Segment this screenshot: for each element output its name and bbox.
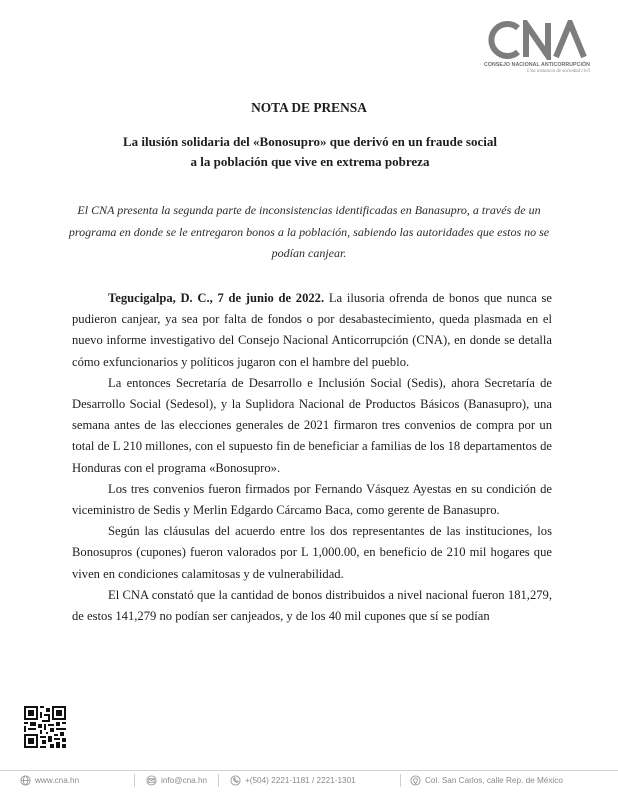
footer-email-text: info@cna.hn	[161, 776, 208, 785]
paragraph-2: La entonces Secretaría de Desarrollo e Inclusión Social (Sedis), ahora Secretaría de Desarrollo Social (Sedesol), y la Suplidora Nacional de Productos Básicos (Banasupro), una semana antes de las elecciones generales de 2021 firmaron tres convenios de compra por un total de L 210 millones, con el supuesto fin de beneficiar a familias de los 18 departamentos de Honduras con el programa «Bonosupro».	[72, 375, 552, 475]
paragraph-1	[72, 288, 552, 373]
footer-divider	[218, 774, 219, 787]
footer-website[interactable]	[20, 775, 79, 786]
document-type: NOTA DE PRENSA	[251, 100, 367, 115]
headline	[60, 132, 560, 172]
logo-organization-name: CONSEJO NACIONAL ANTICORRUPCIÓN	[484, 62, 590, 68]
location-pin-icon	[410, 775, 421, 786]
footer-phone-text: +(504) 2221-1181 / 2221-1301	[245, 776, 356, 785]
footer-email[interactable]	[146, 775, 207, 786]
headline-line-2: a la población que vive en extrema pobreza	[190, 154, 430, 169]
article-body	[72, 288, 552, 627]
cna-logo	[484, 20, 596, 80]
qr-code	[22, 704, 68, 750]
globe-icon	[20, 775, 31, 786]
footer-divider	[400, 774, 401, 787]
phone-icon	[230, 775, 241, 786]
footer-address	[410, 775, 563, 786]
logo-tagline: Una instancia de sociedad civil	[526, 69, 590, 74]
footer-address-text: Col. San Carlos, calle Rep. de México	[425, 776, 563, 785]
email-icon	[146, 775, 157, 786]
paragraph-5: El CNA constató que la cantidad de bonos distribuidos a nivel nacional fueron 181,279, de estos 141,279 no podían ser canjeados, y de los 40 mil cupones que sí se podían	[72, 587, 552, 624]
cna-logo-mark	[484, 20, 596, 60]
dateline: Tegucigalpa, D. C., 7 de junio de 2022.	[108, 291, 325, 305]
paragraph-3: Los tres convenios fueron firmados por Fernando Vásquez Ayestas en su condición de viceministro de Sedis y Merlin Edgardo Cárcamo Baca, como gerente de Banasupro.	[72, 481, 552, 518]
paragraph-4: Según las cláusulas del acuerdo entre los dos representantes de las instituciones, los Bonosupros (cupones) fueron valorados por L 1,000.00, en beneficio de 210 mil hogares que viven en condiciones calamitosas y de vulnerabilidad.	[72, 524, 552, 581]
lead-paragraph: El CNA presenta la segunda parte de inconsistencias identificadas en Banasupro, a través de un programa en donde se le entregaron bonos a la población, sabiendo las autoridades que estos no se podían canjear.	[68, 203, 550, 260]
footer-phone[interactable]	[230, 775, 356, 786]
footer-divider	[134, 774, 135, 787]
footer	[0, 770, 618, 788]
footer-website-text: www.cna.hn	[35, 776, 80, 785]
headline-line-1: La ilusión solidaria del «Bonosupro» que derivó en un fraude social	[123, 134, 497, 149]
paragraph-1-text: La ilusoria ofrenda de bonos que nunca se pudieron canjear, ya sea por falta de fondos o por desabastecimiento, queda plasmada en el nuevo informe investigativo del Consejo Nacional Anticorrupción (CNA), en donde se detalla cómo exfuncionarios y políticos jugaron con el hambre del pueblo.	[72, 291, 552, 369]
